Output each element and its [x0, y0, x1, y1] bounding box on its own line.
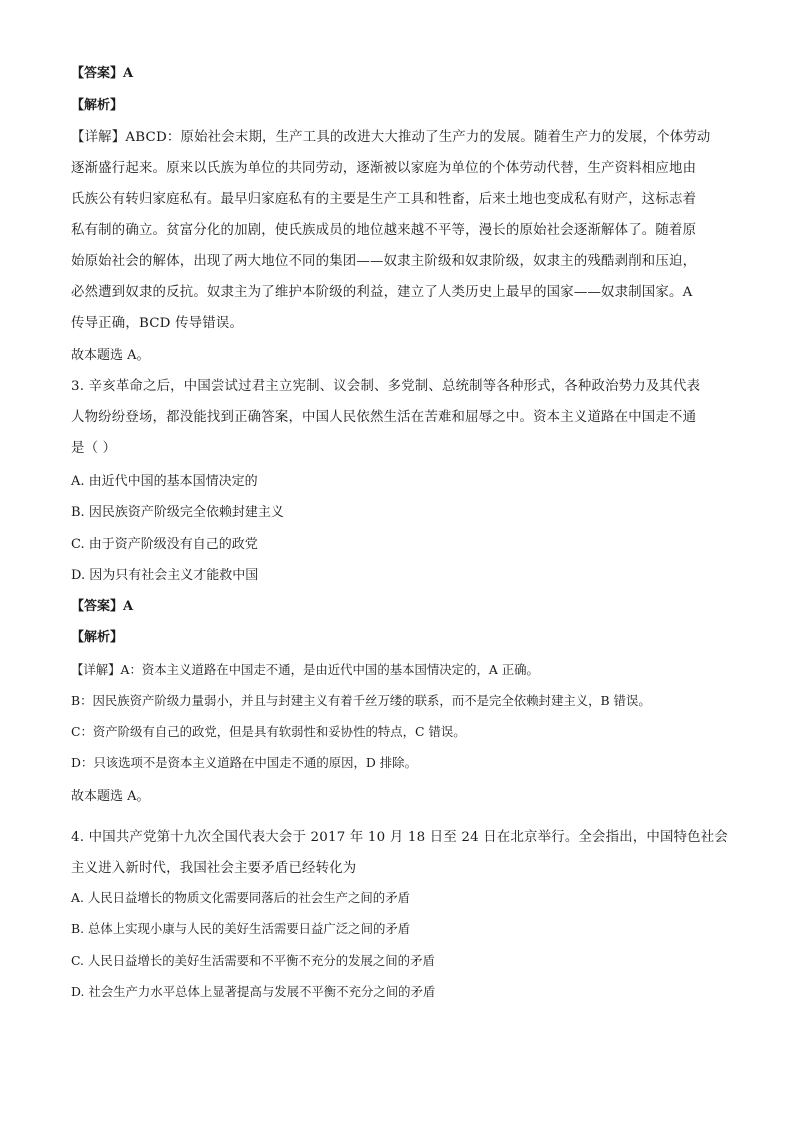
analysis-label-1: 【解析】 [71, 98, 124, 113]
detail-1-line: 氏族公有转归家庭私有。最早归家庭私有的主要是生产工具和牲畜，后来土地也变成私有财产，这标志着 [71, 192, 697, 207]
q4-stem-line: 4. 中国共产党第十九次全国代表大会于 2017 年 10 月 18 日至 24 日在北京举行。全会指出，中国特色社会 [71, 830, 728, 845]
analysis-label-2: 【解析】 [71, 630, 124, 645]
q4-option-b: B. 总体上实现小康与人民的美好生活需要日益广泛之间的矛盾 [71, 921, 411, 936]
q3-option-d: D. 因为只有社会主义才能救中国 [71, 568, 259, 583]
detail-2-line-b: B：因民族资产阶级力量弱小，并且与封建主义有着千丝万缕的联系，而不是完全依赖封建主义，B 错误。 [71, 693, 651, 708]
q3-option-c: C. 由于资产阶级没有自己的政党 [71, 537, 258, 552]
question-3-stem [71, 371, 731, 464]
q4-option-d: D. 社会生产力水平总体上显著提高与发展不平衡不充分之间的矛盾 [71, 984, 436, 999]
q3-stem-line: 人物纷纷登场，都没能找到正确答案，中国人民依然生活在苦难和屈辱之中。资本主义道路在中国走不通 [71, 410, 697, 425]
q3-stem-line: 3. 辛亥革命之后，中国尝试过君主立宪制、议会制、多党制、总统制等各种形式，各种政治势力及其代表 [71, 379, 701, 394]
detail-2-line-a: 【详解】A：资本主义道路在中国走不通，是由近代中国的基本国情决定的，A 正确。 [71, 662, 539, 677]
detail-1-line: 始原始社会的解体，出现了两大地位不同的集团——奴隶主阶级和奴隶阶级，奴隶主的残酷剥削和压迫， [71, 254, 697, 269]
detail-1-line: 【详解】ABCD：原始社会末期，生产工具的改进大大推动了生产力的发展。随着生产力的发展，个体劳动 [71, 130, 711, 145]
detail-2-line-c: C：资产阶级有自己的政党，但是具有软弱性和妥协性的特点，C 错误。 [71, 724, 466, 739]
q3-stem-line: 是（ ） [71, 441, 117, 456]
conclusion-1: 故本题选 A。 [71, 348, 150, 363]
q3-option-b: B. 因民族资产阶级完全依赖封建主义 [71, 505, 284, 520]
detail-2-line-d: D：只该选项不是资本主义道路在中国走不通的原因，D 排除。 [71, 755, 417, 770]
detail-1-line: 逐渐盛行起来。原来以氏族为单位的共同劳动，逐渐被以家庭为单位的个体劳动代替，生产资料相应地由 [71, 161, 697, 176]
answer-label-2: 【答案】A [71, 599, 134, 614]
q4-option-a: A. 人民日益增长的物质文化需要同落后的社会生产之间的矛盾 [71, 890, 410, 905]
answer-label-1: 【答案】A [71, 66, 134, 81]
conclusion-2: 故本题选 A。 [71, 789, 150, 804]
q4-stem-line: 主义进入新时代，我国社会主要矛盾已经转化为 [71, 861, 357, 876]
q3-option-a: A. 由近代中国的基本国情决定的 [71, 474, 258, 489]
detail-1-line: 必然遭到奴隶的反抗。奴隶主为了维护本阶级的利益，建立了人类历史上最早的国家——奴隶制国家。A [71, 285, 693, 300]
detail-paragraph-1 [71, 122, 731, 339]
q4-option-c: C. 人民日益增长的美好生活需要和不平衡不充分的发展之间的矛盾 [71, 953, 435, 968]
question-4-stem [71, 822, 731, 884]
detail-1-line: 传导正确，BCD 传导错误。 [71, 316, 244, 331]
detail-1-line: 私有制的确立。贫富分化的加剧，使氏族成员的地位越来越不平等，漫长的原始社会逐渐解体了。随着原 [71, 223, 697, 238]
